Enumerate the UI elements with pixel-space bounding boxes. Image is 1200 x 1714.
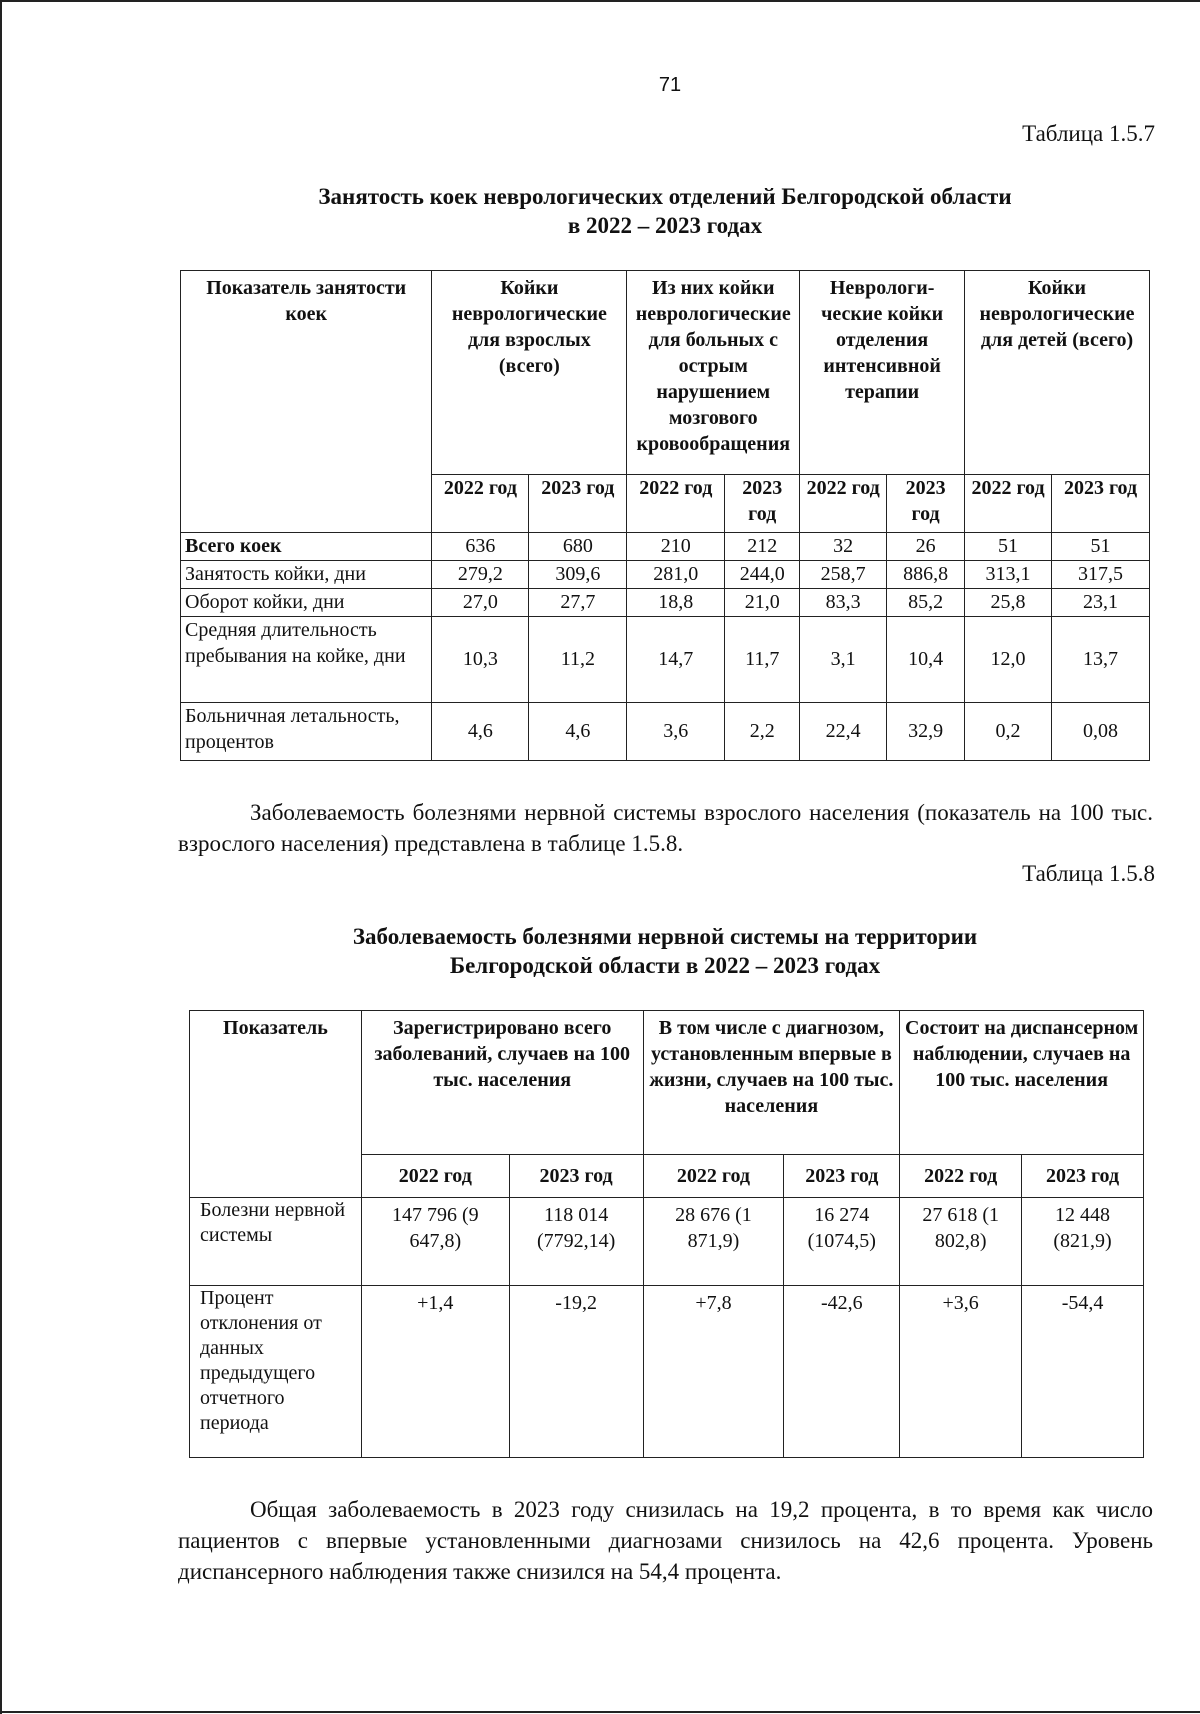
table-row bbox=[181, 703, 1150, 761]
cell-value: 16 274 (1074,5) bbox=[784, 1198, 900, 1286]
header-year: 2022 год bbox=[361, 1155, 509, 1198]
row-label: Оборот койки, дни bbox=[181, 589, 432, 617]
header-group: Состоит на диспансерном наблюдении, случаев на 100 тыс. населения bbox=[900, 1011, 1144, 1155]
header-indicator: Показатель bbox=[190, 1011, 362, 1198]
cell-value: 0,2 bbox=[965, 703, 1052, 761]
row-label: Болезни нервной системы bbox=[190, 1198, 362, 1286]
header-year: 2023 год bbox=[725, 475, 800, 533]
header-year: 2022 год bbox=[900, 1155, 1022, 1198]
cell-value: -54,4 bbox=[1022, 1286, 1144, 1458]
header-year: 2023 год bbox=[1052, 475, 1150, 533]
cell-value: 212 bbox=[725, 533, 800, 561]
cell-value: +3,6 bbox=[900, 1286, 1022, 1458]
header-group: В том числе с диагнозом, установленным впервые в жизни, случаев на 100 тыс. населения bbox=[643, 1011, 900, 1155]
table-row bbox=[181, 561, 1150, 589]
cell-value: +7,8 bbox=[643, 1286, 784, 1458]
table-row bbox=[181, 589, 1150, 617]
cell-value: 51 bbox=[965, 533, 1052, 561]
cell-value: 118 014 (7792,14) bbox=[509, 1198, 643, 1286]
cell-value: 25,8 bbox=[965, 589, 1052, 617]
cell-value: 18,8 bbox=[627, 589, 725, 617]
header-group: Койки неврологические для взрослых (всего) bbox=[432, 271, 627, 475]
table-row bbox=[181, 617, 1150, 703]
header-year: 2022 год bbox=[432, 475, 529, 533]
cell-value: 27 618 (1 802,8) bbox=[900, 1198, 1022, 1286]
cell-value: 210 bbox=[627, 533, 725, 561]
header-year: 2022 год bbox=[965, 475, 1052, 533]
cell-value: 32 bbox=[800, 533, 887, 561]
cell-value: 51 bbox=[1052, 533, 1150, 561]
bed-occupancy-table bbox=[180, 270, 1150, 761]
header-year: 2022 год bbox=[627, 475, 725, 533]
cell-value: 244,0 bbox=[725, 561, 800, 589]
nervous-system-morbidity-table bbox=[189, 1010, 1144, 1458]
cell-value: -19,2 bbox=[509, 1286, 643, 1458]
header-year: 2023 год bbox=[784, 1155, 900, 1198]
page-number: 71 bbox=[658, 74, 682, 96]
cell-value: 0,08 bbox=[1052, 703, 1150, 761]
cell-value: 309,6 bbox=[529, 561, 627, 589]
body-paragraph: Общая заболеваемость в 2023 году снизилась на 19,2 процента, в то время как число пациентов с впервые установленными диагнозами снизилось на 42,6 процента. Уровень диспансерного наблюдения также снизился на 54,4 процента. bbox=[178, 1497, 1153, 1584]
table-row bbox=[190, 1286, 1144, 1458]
header-group: Из них койки неврологические для больных с острым нарушением мозгового кровообращения bbox=[627, 271, 800, 475]
table-row bbox=[181, 533, 1150, 561]
scan-border-top bbox=[0, 0, 1200, 2]
cell-value: 10,4 bbox=[887, 617, 965, 703]
header-year: 2023 год bbox=[509, 1155, 643, 1198]
cell-value: 21,0 bbox=[725, 589, 800, 617]
cell-value: 11,2 bbox=[529, 617, 627, 703]
cell-value: 12,0 bbox=[965, 617, 1052, 703]
table-label: Таблица 1.5.7 bbox=[1022, 121, 1155, 146]
row-label: Больничная летальность, процентов bbox=[181, 703, 432, 761]
table-row bbox=[190, 1198, 1144, 1286]
cell-value: 11,7 bbox=[725, 617, 800, 703]
table-title-line: в 2022 – 2023 годах bbox=[567, 213, 763, 238]
cell-value: 23,1 bbox=[1052, 589, 1150, 617]
scan-border-bottom bbox=[0, 1711, 1200, 1713]
cell-value: 27,0 bbox=[432, 589, 529, 617]
cell-value: 32,9 bbox=[887, 703, 965, 761]
cell-value: 14,7 bbox=[627, 617, 725, 703]
cell-value: 13,7 bbox=[1052, 617, 1150, 703]
scan-border-left bbox=[0, 0, 2, 1714]
cell-value: 2,2 bbox=[725, 703, 800, 761]
cell-value: -42,6 bbox=[784, 1286, 900, 1458]
cell-value: 680 bbox=[529, 533, 627, 561]
cell-value: 636 bbox=[432, 533, 529, 561]
cell-value: 28 676 (1 871,9) bbox=[643, 1198, 784, 1286]
body-paragraph: Заболеваемость болезнями нервной системы взрослого населения (показатель на 100 тыс. взрослого населения) представлена в таблице 1.5.8. bbox=[178, 800, 1153, 856]
cell-value: 317,5 bbox=[1052, 561, 1150, 589]
row-label: Всего коек bbox=[181, 533, 432, 561]
cell-value: +1,4 bbox=[361, 1286, 509, 1458]
cell-value: 4,6 bbox=[529, 703, 627, 761]
table-title bbox=[180, 182, 1150, 240]
cell-value: 27,7 bbox=[529, 589, 627, 617]
cell-value: 83,3 bbox=[800, 589, 887, 617]
table-title-line: Занятость коек неврологических отделений Белгородской области bbox=[318, 184, 1012, 209]
table-label: Таблица 1.5.8 bbox=[1022, 861, 1155, 886]
cell-value: 258,7 bbox=[800, 561, 887, 589]
cell-value: 10,3 bbox=[432, 617, 529, 703]
cell-value: 3,6 bbox=[627, 703, 725, 761]
cell-value: 26 bbox=[887, 533, 965, 561]
cell-value: 4,6 bbox=[432, 703, 529, 761]
cell-value: 313,1 bbox=[965, 561, 1052, 589]
row-label: Средняя длительность пребывания на койке, дни bbox=[181, 617, 432, 703]
table-title-line: Белгородской области в 2022 – 2023 годах bbox=[449, 953, 881, 978]
header-year: 2022 год bbox=[800, 475, 887, 533]
cell-value: 22,4 bbox=[800, 703, 887, 761]
header-indicator: Показатель занятости коек bbox=[181, 271, 432, 533]
table-title-line: Заболеваемость болезнями нервной системы на территории bbox=[352, 924, 978, 949]
row-label: Занятость койки, дни bbox=[181, 561, 432, 589]
header-year: 2023 год bbox=[887, 475, 965, 533]
header-year: 2023 год bbox=[1022, 1155, 1144, 1198]
header-year: 2023 год bbox=[529, 475, 627, 533]
cell-value: 281,0 bbox=[627, 561, 725, 589]
cell-value: 85,2 bbox=[887, 589, 965, 617]
cell-value: 147 796 (9 647,8) bbox=[361, 1198, 509, 1286]
cell-value: 12 448 (821,9) bbox=[1022, 1198, 1144, 1286]
row-label: Процент отклонения от данных предыдущего отчетного периода bbox=[190, 1286, 362, 1458]
header-year: 2022 год bbox=[643, 1155, 784, 1198]
cell-value: 3,1 bbox=[800, 617, 887, 703]
cell-value: 279,2 bbox=[432, 561, 529, 589]
header-group: Зарегистрировано всего заболеваний, случаев на 100 тыс. населения bbox=[361, 1011, 643, 1155]
header-group: Койки неврологические для детей (всего) bbox=[965, 271, 1150, 475]
header-group: Неврологи-ческие койки отделения интенсивной терапии bbox=[800, 271, 965, 475]
table-title bbox=[180, 922, 1150, 980]
cell-value: 886,8 bbox=[887, 561, 965, 589]
